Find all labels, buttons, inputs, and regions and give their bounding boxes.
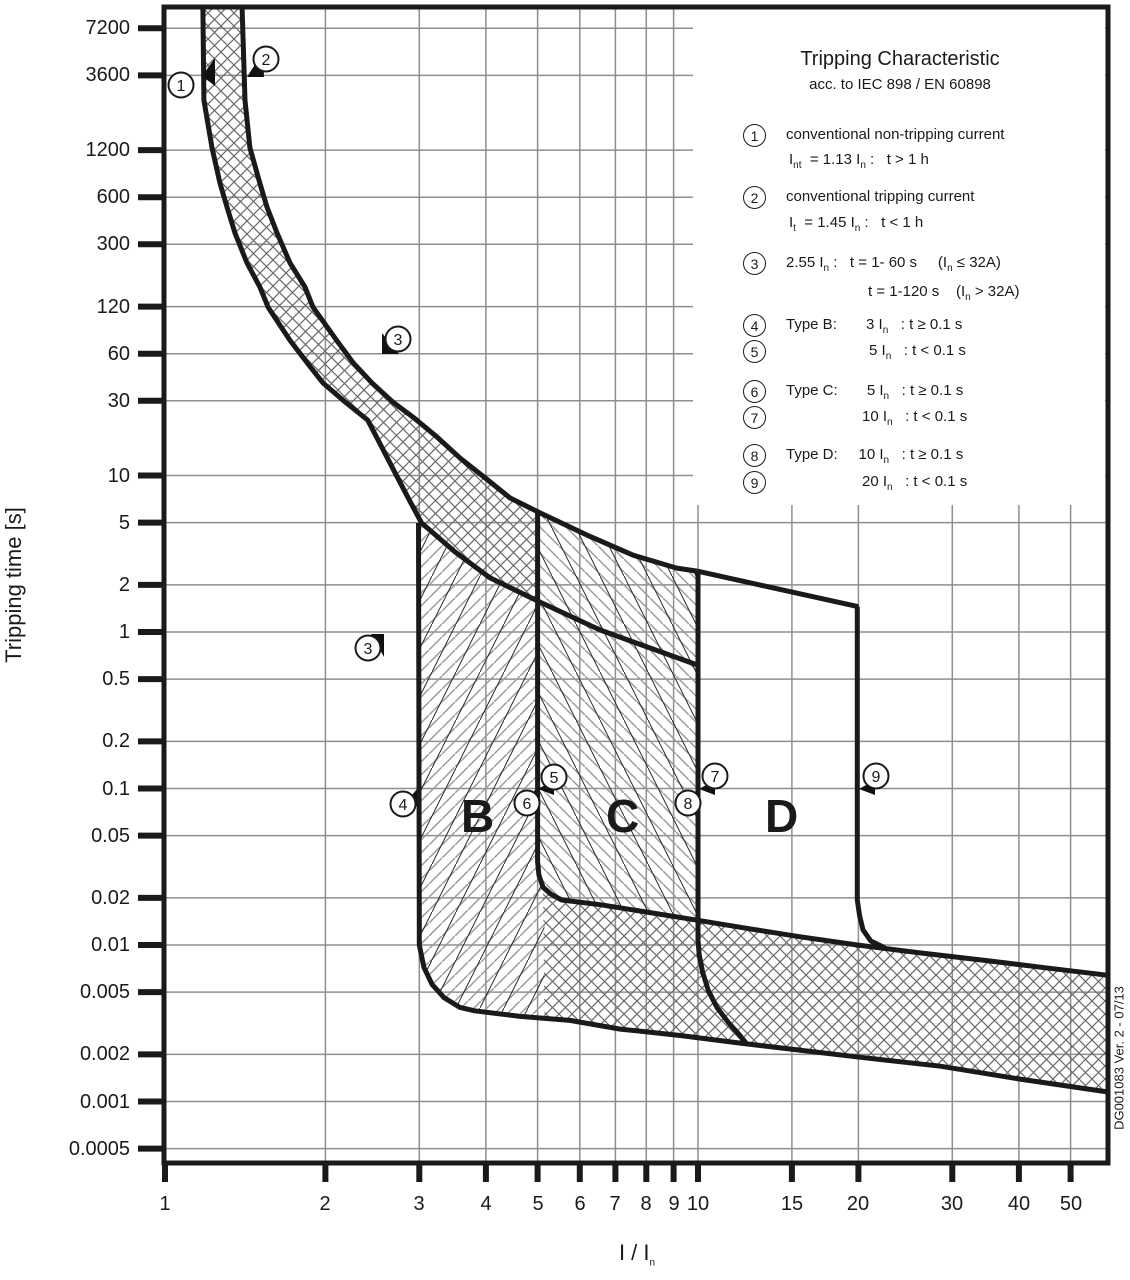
legend-item-text: Type B: 3 $I_n$ : t ≥ 0.1 s xyxy=(786,316,963,336)
region-type-c-accent xyxy=(538,513,698,921)
annotation-number: 4 xyxy=(398,796,408,814)
x-tick-label: 9 xyxy=(668,1193,680,1215)
x-tick-label: 15 xyxy=(780,1193,804,1215)
y-tick-label: 0.001 xyxy=(79,1091,130,1113)
thermal-tolerance-band xyxy=(203,8,540,602)
x-tick-label: 30 xyxy=(940,1193,964,1215)
annotation-number: 9 xyxy=(871,768,881,786)
legend-item-text: conventional non-tripping current xyxy=(786,126,1005,143)
annotation-number: 3 xyxy=(363,640,373,658)
legend xyxy=(693,30,1107,500)
legend-item-text: 20 $I_n$ : t < 0.1 s xyxy=(862,473,968,493)
x-tick-label: 10 xyxy=(686,1193,710,1215)
annotation-number: 5 xyxy=(549,769,559,787)
annotation-number: 6 xyxy=(522,795,532,813)
legend-item-text: Type C: 5 $I_n$ : t ≥ 0.1 s xyxy=(786,382,964,402)
y-tick-label: 0.01 xyxy=(91,934,130,956)
y-tick-label: 0.2 xyxy=(102,730,130,752)
x-tick-label: 8 xyxy=(640,1193,652,1215)
legend-item-number-7: 7 xyxy=(743,406,766,429)
legend-item-text: conventional tripping current xyxy=(786,188,975,205)
x-tick-label: 4 xyxy=(480,1193,492,1215)
y-tick-label: 5 xyxy=(118,512,130,534)
y-tick-label: 7200 xyxy=(85,17,130,39)
y-tick-label: 10 xyxy=(107,465,130,487)
legend-item-number-2: 2 xyxy=(743,186,766,209)
y-tick-label: 120 xyxy=(96,296,130,318)
annotation-number: 8 xyxy=(683,795,693,813)
x-tick-label: 3 xyxy=(413,1193,425,1215)
y-tick-label: 30 xyxy=(107,390,130,412)
legend-item-text: Type D: 10 $I_n$ : t ≥ 0.1 s xyxy=(786,446,964,466)
y-tick-label: 0.1 xyxy=(102,778,130,800)
curve-type-d-upper-limit xyxy=(697,571,858,607)
annotation-number: 7 xyxy=(710,768,720,786)
legend-item-number-5: 5 xyxy=(743,340,766,363)
legend-item-number-9: 9 xyxy=(743,471,766,494)
x-tick-label: 7 xyxy=(609,1193,621,1215)
legend-item-number-3: 3 xyxy=(743,252,766,275)
region-label-B: B xyxy=(461,790,495,842)
legend-item-text: $I_t = 1.45$ $I_n$ : t < 1 h xyxy=(789,214,924,234)
x-tick-label: 2 xyxy=(319,1193,331,1215)
x-tick-label: 50 xyxy=(1059,1193,1083,1215)
region-label-D: D xyxy=(765,790,799,842)
y-tick-label: 60 xyxy=(107,343,130,365)
y-tick-label: 2 xyxy=(118,574,130,596)
magnetic-trip-band xyxy=(543,887,1108,1092)
legend-item-text: 2.55 $I_n$ : t = 1- 60 s $(I_n \le 32A)$ xyxy=(786,254,1001,274)
y-tick-label: 1 xyxy=(118,621,130,643)
legend-item-number-6: 6 xyxy=(743,380,766,403)
y-tick-label: 3600 xyxy=(85,64,130,86)
legend-item-number-8: 8 xyxy=(743,444,766,467)
legend-item-text: 10 $I_n$ : t < 0.1 s xyxy=(862,408,968,428)
annotation-number: 2 xyxy=(261,51,271,69)
x-tick-label: 6 xyxy=(574,1193,586,1215)
y-tick-label: 0.05 xyxy=(91,825,130,847)
document-reference-note: DG001083 Ver. 2 - 07/13 xyxy=(1111,986,1127,1130)
legend-item-text: $I_{nt} = 1.13$ $I_n$ : t > 1 h xyxy=(789,151,929,171)
x-axis-title: I / $I_n$ xyxy=(618,1240,656,1269)
y-tick-label: 300 xyxy=(96,233,130,255)
legend-item-text: t = 1-120 s $(I_n > 32A)$ xyxy=(868,283,1020,303)
region-label-C: C xyxy=(606,790,640,842)
y-tick-label: 600 xyxy=(96,186,130,208)
legend-item-text: 5 $I_n$ : t < 0.1 s xyxy=(869,342,966,362)
y-tick-label: 0.02 xyxy=(91,887,130,909)
y-tick-label: 0.5 xyxy=(102,668,130,690)
x-tick-label: 5 xyxy=(532,1193,544,1215)
annotation-number: 3 xyxy=(393,331,403,349)
x-tick-label: 1 xyxy=(159,1193,171,1215)
y-tick-label: 0.005 xyxy=(79,981,130,1003)
y-tick-label: 1200 xyxy=(85,139,130,161)
y-axis-title: Tripping time [s] xyxy=(1,507,26,663)
x-tick-label: 20 xyxy=(846,1193,870,1215)
legend-title: Tripping Characteristic xyxy=(800,48,1000,70)
y-tick-label: 0.0005 xyxy=(68,1138,130,1160)
annotation-number: 1 xyxy=(176,77,186,95)
x-tick-label: 40 xyxy=(1007,1193,1031,1215)
legend-item-number-1: 1 xyxy=(743,124,766,147)
y-tick-label: 0.002 xyxy=(79,1043,130,1065)
legend-item-number-4: 4 xyxy=(743,314,766,337)
legend-subtitle: acc. to IEC 898 / EN 60898 xyxy=(809,76,991,93)
